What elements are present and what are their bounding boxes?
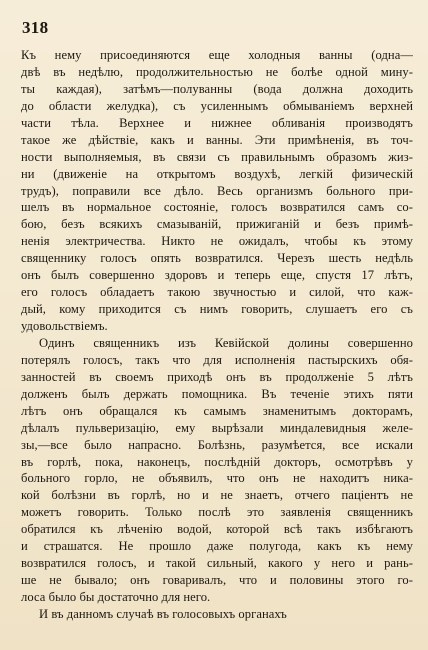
text-line: И въ данномъ случаѣ въ голосовыхъ органахъ bbox=[39, 606, 287, 621]
text-line: дѣлалъ пульверизацію, ему вырѣзали миндалевидныя желе- bbox=[21, 420, 413, 435]
text-line: въ горлѣ, пока, наконецъ, послѣдній докторъ, осмотрѣвъ у bbox=[21, 454, 413, 469]
text-line: ше не бывало; онъ говаривалъ, что и половины этого го- bbox=[21, 573, 413, 588]
text-line: части тѣла. Верхнее и нижнее обливанія производятъ bbox=[21, 115, 413, 130]
paragraph bbox=[21, 47, 413, 335]
text-line: ты каждая), затѣмъ—полуванны (вода должна доходить bbox=[21, 81, 413, 96]
text-line: кой болѣзни въ горлѣ, но и не знаетъ, отчего паціентъ не bbox=[21, 488, 413, 503]
text-line: лѣтъ онъ обращался къ самымъ знаменитымъ докторамъ, bbox=[21, 403, 413, 418]
text-line: возвратился голосъ, и такой сильный, какого у него и рань- bbox=[21, 556, 413, 571]
text-line: долженъ былъ держать помощника. Въ теченіе этихъ пяти bbox=[21, 386, 413, 401]
text-line: Одинъ священникъ изъ Кевійской долины совершенно bbox=[39, 335, 413, 350]
text-line: больного горло, не объявилъ, что онъ не находитъ ника- bbox=[21, 471, 413, 486]
text-line: зы,—все было напрасно. Болѣзнь, разумѣется, все искали bbox=[21, 437, 413, 452]
text-line: ни (движеніе на открытомъ воздухѣ, легкій физическій bbox=[21, 166, 413, 181]
text-line: ненія электричества. Никто не ожидалъ, чтобы къ этому bbox=[21, 234, 413, 249]
paragraph bbox=[21, 335, 413, 606]
paragraph bbox=[21, 606, 413, 623]
page-number: 318 bbox=[22, 18, 49, 37]
text-line: онъ былъ совершенно здоровъ и теперь еще, спустя 17 лѣтъ, bbox=[21, 268, 413, 283]
text-line: священнику голосъ опять возвратился. Черезъ шесть недѣль bbox=[21, 251, 413, 266]
text-line: до области желудка), съ усиленнымъ обмываніемъ верхней bbox=[21, 98, 413, 113]
text-line: его голосъ обладаетъ такою звучностью и силой, что каж- bbox=[21, 285, 413, 300]
text-line: лоса было бы достаточно для него. bbox=[21, 590, 211, 604]
text-line: потерялъ голосъ, такъ что для исполненія пастырскихъ обя- bbox=[21, 352, 413, 367]
text-line: Къ нему присоединяются еще холодныя ванны (одна— bbox=[21, 48, 413, 62]
text-line: удовольствіемъ. bbox=[21, 319, 108, 333]
text-line: шелъ въ нормальное состояніе, голосъ возвратился самъ со- bbox=[21, 200, 413, 215]
text-line: занностей въ своемъ приходѣ онъ въ продолженіе 5 лѣтъ bbox=[21, 369, 413, 384]
text-line: двѣ въ недѣлю, продолжительностью не болѣе одной мину- bbox=[21, 64, 413, 79]
text-line: и страшатся. Не прошло даже полугода, какъ къ нему bbox=[21, 539, 413, 554]
text-line: дый, кому приходится съ нимъ говорить, слушаетъ его съ bbox=[21, 302, 413, 317]
text-line: можетъ говорить. Только послѣ это заявленія священникъ bbox=[21, 505, 413, 520]
text-line: бою, безъ всякихъ смазываній, прижиганій и безъ примѣ- bbox=[21, 217, 413, 232]
text-line: трудъ), поправили все дѣло. Весь организмъ больного при- bbox=[21, 183, 413, 198]
text-line: такое же дѣйствіе, какъ и ванны. Эти примѣненія, въ точ- bbox=[21, 132, 413, 147]
text-line: ности выполняемыя, въ связи съ правильнымъ образомъ жиз- bbox=[21, 149, 413, 164]
body-text bbox=[21, 47, 413, 623]
text-line: обратился къ лѣченію водой, которой всѣ такъ избѣгаютъ bbox=[21, 522, 413, 537]
